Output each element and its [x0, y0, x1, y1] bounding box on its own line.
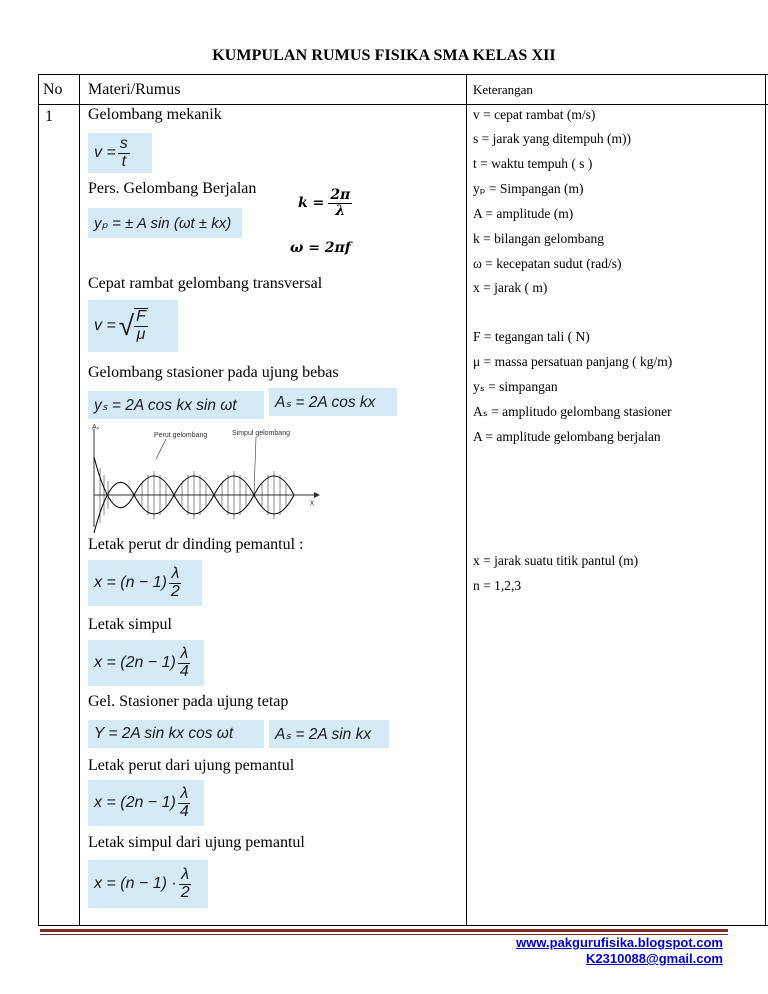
ket-f: F = tegangan tali ( N)	[473, 329, 590, 344]
numerator: λ	[180, 644, 189, 662]
formula-y-tetap-text: Y = 2A sin kx cos ωt	[94, 725, 234, 742]
formula-omega-text: ω = 2πf	[290, 240, 351, 256]
fraction	[178, 646, 191, 681]
fraction	[328, 188, 352, 218]
ket-x: x = jarak ( m)	[473, 280, 548, 295]
ket-v: v = cepat rambat (m/s)	[473, 107, 596, 122]
section-gelombang-mekanik: Gelombang mekanik	[88, 106, 222, 123]
section-letak-simpul-ujung: Letak simpul dari ujung pemantul	[88, 834, 305, 851]
header-keterangan: Keterangan	[473, 82, 533, 97]
formula-x-simpul-ujung	[88, 860, 208, 908]
ket-t: t = waktu tempuh ( s )	[473, 156, 593, 171]
label-perut: Perut gelombang	[154, 432, 208, 439]
formula-as-bebas-text: Aₛ = 2A cos kx	[275, 393, 376, 411]
formula-lhs: x = (n − 1) ·	[94, 875, 177, 892]
formula-k	[298, 188, 354, 218]
formula-v-sqrt	[88, 300, 178, 352]
section-stasioner-tetap: Gel. Stasioner pada ujung tetap	[88, 693, 289, 710]
ket-ys: yₛ = simpangan	[473, 379, 558, 394]
denominator: 2	[170, 582, 180, 600]
numerator: λ	[180, 784, 189, 802]
ket-x-pantul: x = jarak suatu titik pantul (m)	[473, 553, 639, 568]
formula-yp	[88, 208, 242, 238]
ket-omega: ω = kecepatan sudut (rad/s)	[473, 256, 622, 271]
pointer-simpul	[254, 437, 256, 493]
ket-as: Aₛ = amplitudo gelombang stasioner	[473, 404, 672, 419]
axis-y-label: Aₛ	[92, 424, 100, 431]
fraction	[179, 867, 192, 902]
formula-x-perut-dinding	[88, 560, 202, 606]
standing-wave-diagram	[86, 423, 326, 533]
formula-v-lhs: v =	[94, 144, 116, 161]
formula-lhs: x = (n − 1)	[94, 574, 167, 591]
header-bottom-border	[38, 104, 768, 105]
denominator: λ	[335, 202, 346, 219]
formula-x-perut-ujung	[88, 780, 204, 826]
pointer-perut	[156, 439, 166, 459]
header-no: No	[43, 81, 63, 98]
footer-rule-thick	[40, 929, 728, 932]
row-number: 1	[45, 108, 53, 125]
formula-ys-bebas-text: yₛ = 2A cos kx sin ωt	[94, 396, 237, 414]
numerator: F	[136, 308, 146, 326]
ket-yp: yₚ = Simpangan (m)	[473, 181, 584, 196]
formula-as-tetap	[269, 720, 389, 748]
section-cepat-rambat: Cepat rambat gelombang transversal	[88, 275, 323, 292]
fraction	[134, 308, 148, 344]
formula-v-sqrt-lhs: v =	[94, 317, 116, 334]
ket-a-berjalan: A = amplitude gelombang berjalan	[473, 429, 661, 444]
formula-as-tetap-text: Aₛ = 2A sin kx	[275, 725, 372, 743]
x-axis-arrow	[314, 492, 320, 498]
section-letak-perut-ujung: Letak perut dari ujung pemantul	[88, 757, 295, 774]
denominator: 2	[180, 883, 190, 901]
ket-mu: μ = massa persatuan panjang ( kg/m)	[473, 354, 673, 369]
denominator: μ	[136, 326, 146, 343]
table-top-border	[38, 74, 768, 75]
section-stasioner-bebas: Gelombang stasioner pada ujung bebas	[88, 364, 339, 381]
table-bottom-border	[38, 925, 768, 926]
sqrt-sign: √	[118, 310, 135, 341]
axis-x-label: x	[310, 498, 314, 507]
section-letak-perut-dinding: Letak perut dr dinding pemantul :	[88, 536, 304, 553]
label-simpul: Simpul gelombang	[232, 430, 290, 437]
page-title: KUMPULAN RUMUS FISIKA SMA KELAS XII	[212, 47, 556, 64]
numerator: 2π	[330, 187, 351, 203]
formula-y-tetap	[88, 720, 264, 748]
formula-lhs: x = (2n − 1)	[94, 794, 176, 811]
formula-omega	[290, 240, 351, 256]
fraction	[118, 136, 130, 171]
denominator: 4	[179, 662, 189, 680]
section-pers-berjalan: Pers. Gelombang Berjalan	[88, 180, 257, 197]
fraction	[169, 566, 182, 601]
footer-blog-link[interactable]: www.pakgurufisika.blogspot.com	[516, 935, 723, 950]
table-right-border	[765, 74, 766, 926]
denominator: t	[121, 152, 127, 170]
numerator: s	[119, 134, 128, 152]
fraction	[178, 786, 191, 821]
formula-as-bebas	[269, 388, 397, 416]
ket-n: n = 1,2,3	[473, 578, 522, 593]
formula-ys-bebas	[88, 391, 264, 419]
numerator: λ	[171, 564, 180, 582]
formula-lhs: x = (2n − 1)	[94, 654, 176, 671]
column-divider-materi	[466, 74, 467, 926]
column-divider-no	[79, 74, 80, 926]
ket-s: s = jarak yang ditempuh (m))	[473, 131, 631, 146]
formula-yp-text: yₚ = ± A sin (ωt ± kx)	[94, 215, 232, 232]
formula-k-lhs: k =	[298, 195, 325, 212]
formula-x-simpul	[88, 640, 204, 686]
numerator: λ	[181, 865, 190, 883]
header-materi: Materi/Rumus	[88, 81, 181, 98]
formula-v-st	[88, 133, 152, 173]
ket-a: A = amplitude (m)	[473, 206, 574, 221]
section-letak-simpul: Letak simpul	[88, 616, 172, 633]
ket-k: k = bilangan gelombang	[473, 231, 604, 246]
denominator: 4	[179, 802, 189, 820]
table-left-border	[38, 74, 39, 926]
footer-email-link[interactable]: K2310088@gmail.com	[586, 951, 723, 966]
